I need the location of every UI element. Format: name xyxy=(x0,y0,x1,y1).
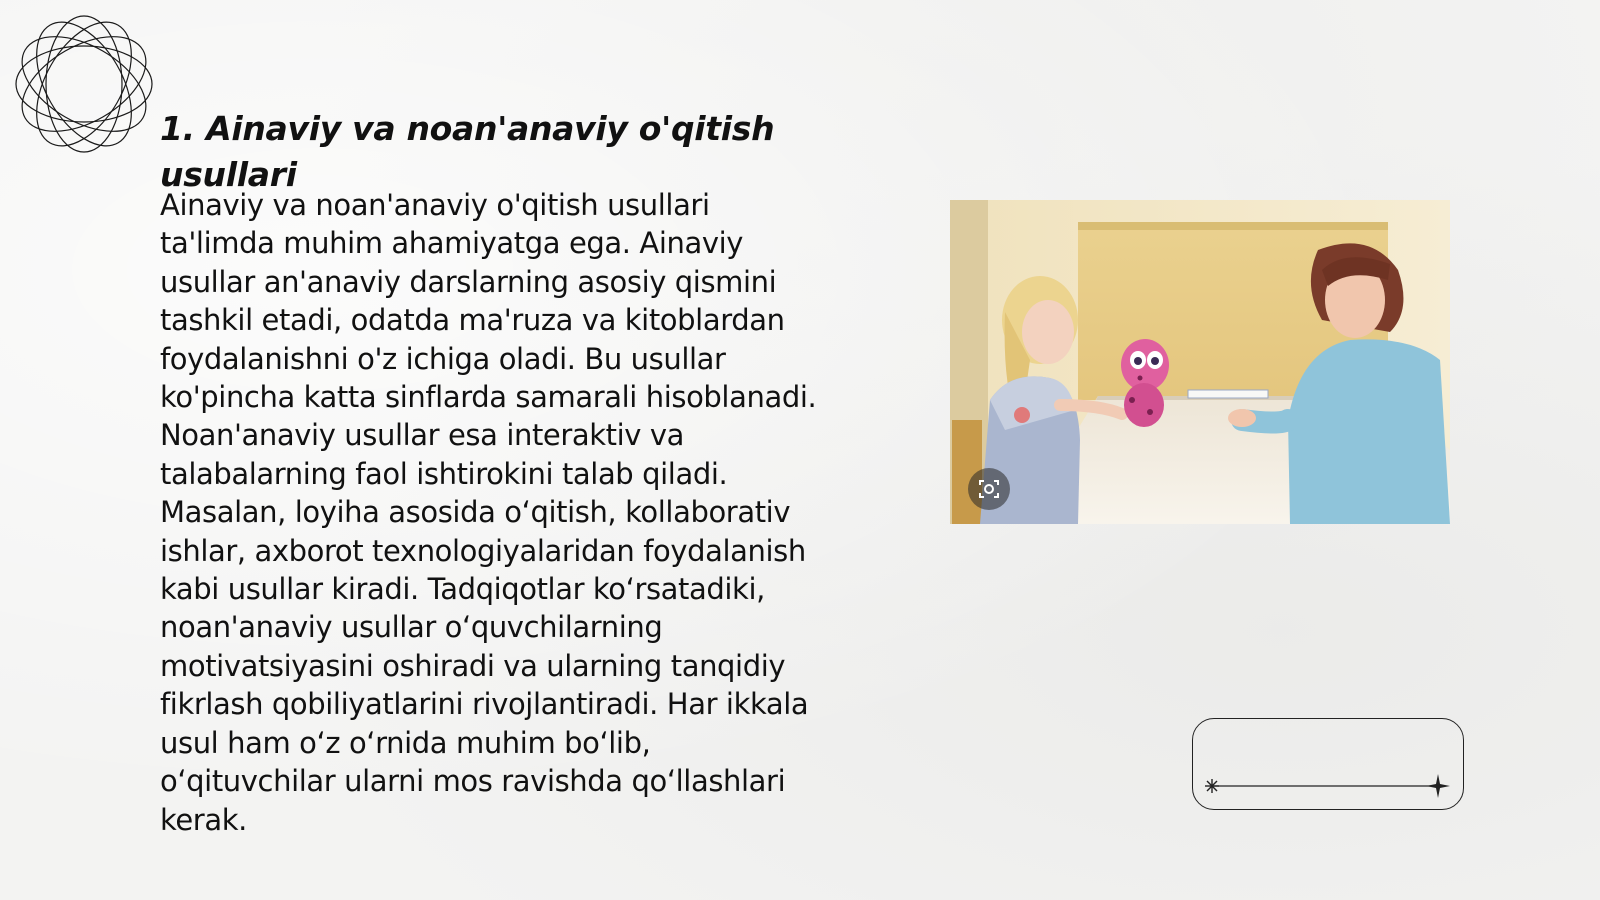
orbit-rings-icon xyxy=(10,10,158,158)
slide-title: 1. Ainaviy va noan'anaviy o'qitish usullari xyxy=(160,109,775,194)
classroom-photo[interactable] xyxy=(950,200,1450,524)
four-point-star-icon xyxy=(1426,774,1450,798)
decorative-line xyxy=(1202,774,1452,798)
slide-body-text: Ainaviy va noan'anaviy o'qitish usullari ta'limda muhim ahamiyatga ega. Ainaviy usullar an'anaviy darslarning asosiy qismini tashkil etadi, odatda ma'ruza va kitoblardan foydalanishni o'z ichiga oladi. Bu usullar ko'pincha katta sinflarda samarali hisoblanadi. Noan'anaviy usullar esa interaktiv va talabalarning faol ishtirokini talab qiladi. Masalan, loyiha asosida oʻqitish, kollaborativ ishlar, axborot texnologiyalaridan foydalanish kabi usullar kiradi. Tadqiqotlar koʻrsatadiki, noan'anaviy usullar oʻquvchilarning motivatsiyasini oshiradi va ularning tanqidiy fikrlash qobiliyatlarini rivojlantiradi. Har ikkala usul ham oʻz oʻrnida muhim boʻlib, oʻqituvchilar ularni mos ravishda qoʻllashlari kerak. xyxy=(160,188,817,837)
sparkle-burst-icon xyxy=(1205,779,1219,793)
visual-search-lens-icon[interactable] xyxy=(968,468,1010,510)
